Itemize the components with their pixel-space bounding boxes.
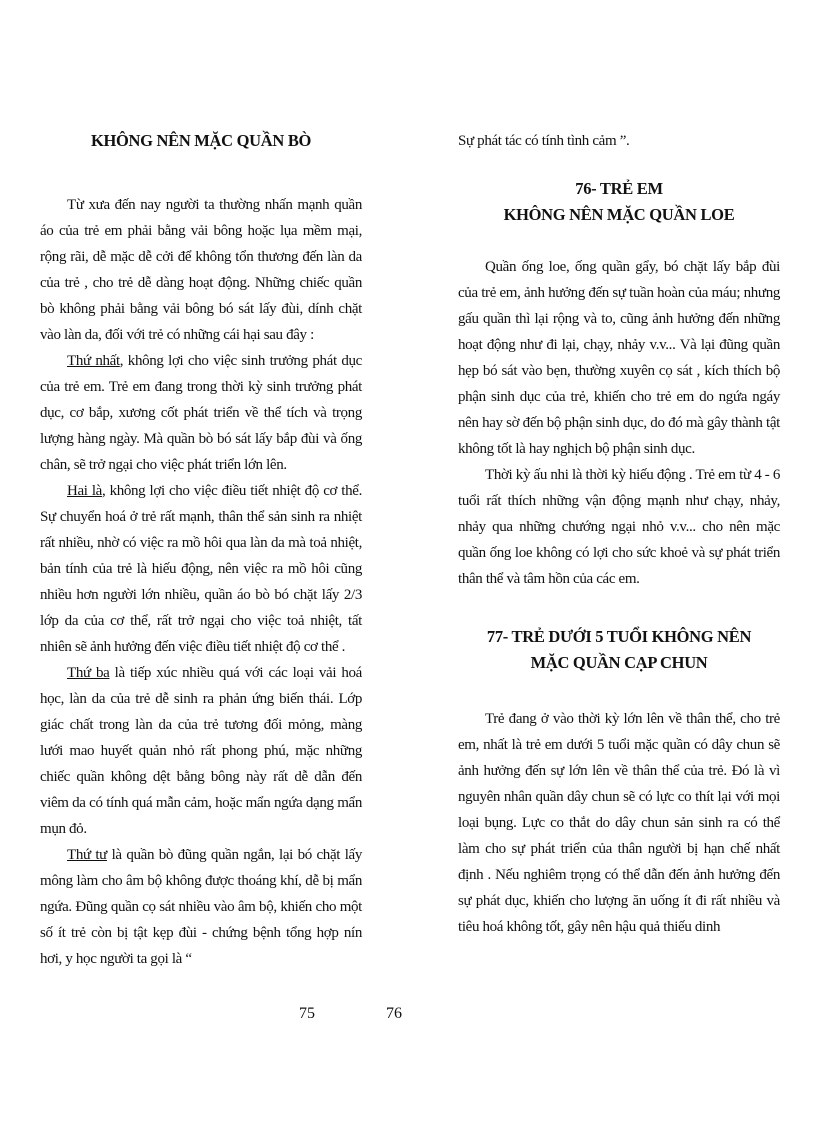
paragraph-3 — [40, 660, 362, 842]
paragraph-4-lead: Thứ tư — [67, 847, 107, 863]
paragraph-4 — [40, 842, 362, 972]
section-76-title-line-1: 76- TRẺ EM — [575, 179, 663, 198]
section-76-paragraph-1: Quần ống loe, ống quần gẩy, bó chặt lấy bắp đùi của trẻ em, ảnh hưởng đến sự tuần hoàn của máu; nhưng gấu quần thì lại rộng và to, cũng ảnh hưởng đến những hoạt động như đi lại, chạy, nhảy v.v... Và lại đũng quần hẹp bó sát vào bẹn, thường xuyên cọ sát , kích thích bộ phận sinh dục của trẻ, khiến cho trẻ em do ngứa ngáy nên hay sờ đến bộ phận sinh dục, do đó mà gây thành tật không tốt là hay nghịch bộ phận sinh dục. — [458, 259, 780, 457]
page-number-left: 75 — [299, 1005, 315, 1022]
left-page — [40, 128, 362, 972]
section-77-title-line-1: 77- TRẺ DƯỚI 5 TUỔI KHÔNG NÊN — [486, 627, 752, 646]
section-76-paragraph-2: Thời kỳ ấu nhi là thời kỳ hiếu động . Trẻ em từ 4 - 6 tuổi rất thích những vận động mạnh như chạy, nhảy, nhảy qua những chướng ngại nhỏ v.v... cho nên mặc quần ống loe không có lợi cho sức khoẻ và sự phát triển thân thể và tâm hồn của các em. — [458, 467, 780, 587]
paragraph-2 — [40, 478, 362, 660]
paragraph-3-text: là tiếp xúc nhiều quá với các loại vải hoá học, làn da của trẻ dễ sinh ra phản ứng biến thái. Lớp giác chất trong làn da của trẻ tương đối mỏng, màng lưới mao huyết quản nhỏ rất phong phú, mặc những chiếc quần không dệt bằng bông này rất dễ dẫn đến viêm da có tính quá mẫn cảm, hoặc mẩn ngứa dạng mẩn mụn đỏ. — [40, 665, 362, 837]
intro-paragraph: Từ xưa đến nay người ta thường nhấn mạnh quần áo của trẻ em phải bằng vải bông hoặc lụa mềm mại, rộng rãi, dễ mặc dễ cởi để không tổn thương đến làn da của trẻ , cho trẻ dễ dàng hoạt động. Những chiếc quần bò không phải bằng vải bông bó sát lấy đùi, dính chặt vào làn da, đối với trẻ có những cái hại sau đây : — [40, 197, 362, 343]
page-number-right: 76 — [386, 1005, 402, 1022]
section-77-paragraph-1: Trẻ đang ở vào thời kỳ lớn lên về thân thể, cho trẻ em, nhất là trẻ em dưới 5 tuổi mặc quần có dây chun sẽ ảnh hưởng đến sự lớn lên về thân thể của trẻ. Đó là vì nguyên nhân quần dây chun sẽ có lực co thít lại với mọi loại bụng. Lực co thắt do dây chun sản sinh ra có thể làm cho sự phát triển của thân người bị hạn chế nhất định . Nếu nghiêm trọng có thể dẫn đến ảnh hưởng đến sự phát dục, khiến cho lượng ăn uống ít đi rất nhiều và tiêu hoá không tốt, gây nên hậu quả thiếu dinh — [458, 711, 780, 935]
paragraph-2-lead: Hai là — [67, 483, 102, 499]
paragraph-1-text: , không lợi cho việc sinh trưởng phát dục của trẻ em. Trẻ em đang trong thời kỳ sinh trưởng phát dục, cơ bắp, xương cốt phát triển về thể tích và trọng lượng hàng ngày. Mà quần bò bó sát lấy bắp đùi và ống chân, sẽ trở ngại cho việc phát triển lớn lên. — [40, 353, 362, 473]
paragraph-1 — [40, 348, 362, 478]
paragraph-1-lead: Thứ nhất — [67, 353, 120, 369]
left-page-title: KHÔNG NÊN MẶC QUẦN BÒ — [90, 131, 312, 150]
section-76-title-line-2: KHÔNG NÊN MẶC QUẦN LOE — [503, 205, 735, 224]
right-page — [458, 128, 780, 940]
paragraph-2-text: , không lợi cho việc điều tiết nhiệt độ cơ thể. Sự chuyển hoá ở trẻ rất mạnh, thân thể sản sinh ra nhiệt rất nhiều, nhờ có việc ra mồ hôi qua làn da mà toả nhiệt, bản tính của trẻ là hiếu động, nên việc ra mồ hôi cũng nhiều hơn người lớn nhiều, quần áo bò bó chặt lấy 2/3 lớp da của cơ thể, rất trở ngại cho việc toả nhiệt, tất nhiên sẽ ảnh hưởng đến việc điều tiết nhiệt độ cơ thể . — [40, 483, 362, 655]
paragraph-4-text: là quần bò đũng quần ngắn, lại bó chặt lấy mông làm cho âm bộ không được thoáng khí, dễ bị mẩn ngứa. Đũng quần cọ sát nhiều vào âm bộ, khiến cho một số ít trẻ còn bị tật kẹp đùi - chứng bệnh tổng hợp nín hơi, y học người ta gọi là “ — [40, 847, 362, 967]
section-77-title-line-2: MẶC QUẦN CẠP CHUN — [530, 653, 708, 672]
continuation-text: Sự phát tác có tính tình cảm ”. — [458, 133, 630, 149]
paragraph-3-lead: Thứ ba — [67, 665, 110, 681]
